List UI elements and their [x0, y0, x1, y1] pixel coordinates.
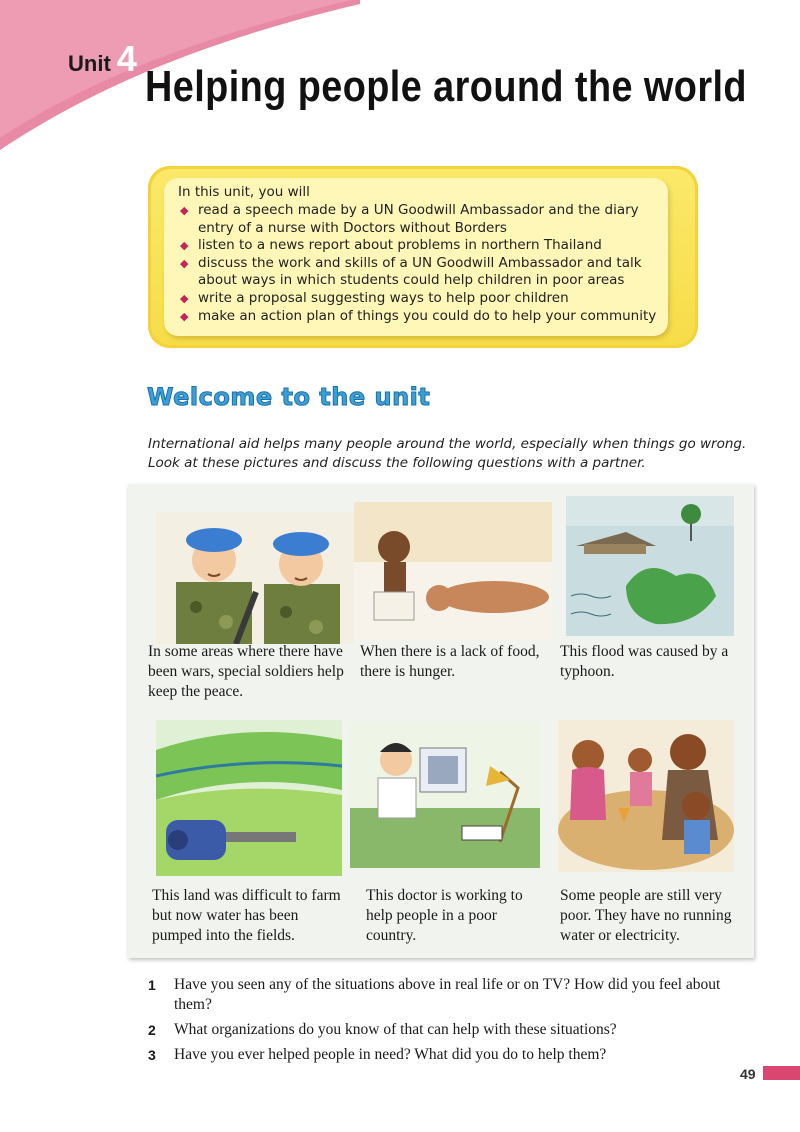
diamond-bullet-icon: ◆	[180, 239, 189, 253]
picture-caption: This land was difficult to farm but now water has been pumped into the fields.	[152, 887, 341, 944]
question-number: 2	[148, 1022, 156, 1038]
unit-word: Unit	[68, 51, 111, 76]
page-title: Helping people around the world	[145, 62, 747, 111]
hunger-illustration	[354, 502, 552, 640]
question-item	[148, 1045, 758, 1065]
objective-item: ◆ listen to a news report about problems in northern Thailand	[180, 237, 602, 254]
objectives-intro: In this unit, you will	[178, 184, 310, 200]
picture-caption: This flood was caused by a typhoon.	[560, 643, 729, 680]
question-item	[148, 1020, 758, 1040]
discussion-questions	[148, 975, 758, 1070]
page-number-bar	[763, 1066, 800, 1080]
pictures-panel	[128, 484, 754, 958]
objective-item: ◆ read a speech made by a UN Goodwill Ambassador and the diary entry of a nurse with Doctors without Borders	[180, 202, 639, 236]
welcome-heading: Welcome to the unit	[147, 383, 431, 411]
welcome-intro: International aid helps many people around the world, especially when things go wrong. Look at these pictures and discuss the following questions with a partner.	[148, 436, 747, 471]
objective-item: ◆ write a proposal suggesting ways to help poor children	[180, 289, 569, 306]
picture-caption: In some areas where there have been wars, special soldiers help keep the peace.	[148, 643, 344, 700]
diamond-bullet-icon: ◆	[180, 204, 189, 217]
question-number: 3	[148, 1047, 156, 1063]
picture-caption: Some people are still very poor. They have no running water or electricity.	[560, 887, 732, 944]
objective-item: ◆ make an action plan of things you could do to help your community	[180, 307, 657, 324]
page-number: 49	[740, 1066, 756, 1082]
question-text: What organizations do you know of that can help with these situations?	[174, 1021, 617, 1038]
flood-illustration	[566, 496, 734, 636]
diamond-bullet-icon: ◆	[180, 309, 189, 323]
question-item	[148, 975, 758, 1015]
irrigation-illustration	[156, 720, 342, 876]
objective-item: ◆ discuss the work and skills of a UN Goodwill Ambassador and talk about ways in which students could help children in poor areas	[180, 254, 642, 289]
doctor-illustration	[350, 722, 540, 868]
question-text: Have you ever helped people in need? What did you do to help them?	[174, 1046, 607, 1063]
objectives-box	[148, 166, 698, 348]
unit-label	[68, 38, 137, 80]
peacekeepers-illustration	[156, 512, 354, 644]
diamond-bullet-icon: ◆	[180, 291, 189, 305]
objectives-list	[178, 202, 668, 325]
question-text: Have you seen any of the situations above in real life or on TV? How did you feel about them?	[174, 976, 721, 1013]
family-illustration	[558, 720, 734, 872]
question-number: 1	[148, 977, 156, 993]
picture-caption: When there is a lack of food, there is hunger.	[360, 643, 540, 680]
unit-number: 4	[116, 38, 137, 79]
diamond-bullet-icon: ◆	[180, 256, 189, 270]
picture-caption: This doctor is working to help people in a poor country.	[366, 887, 523, 944]
